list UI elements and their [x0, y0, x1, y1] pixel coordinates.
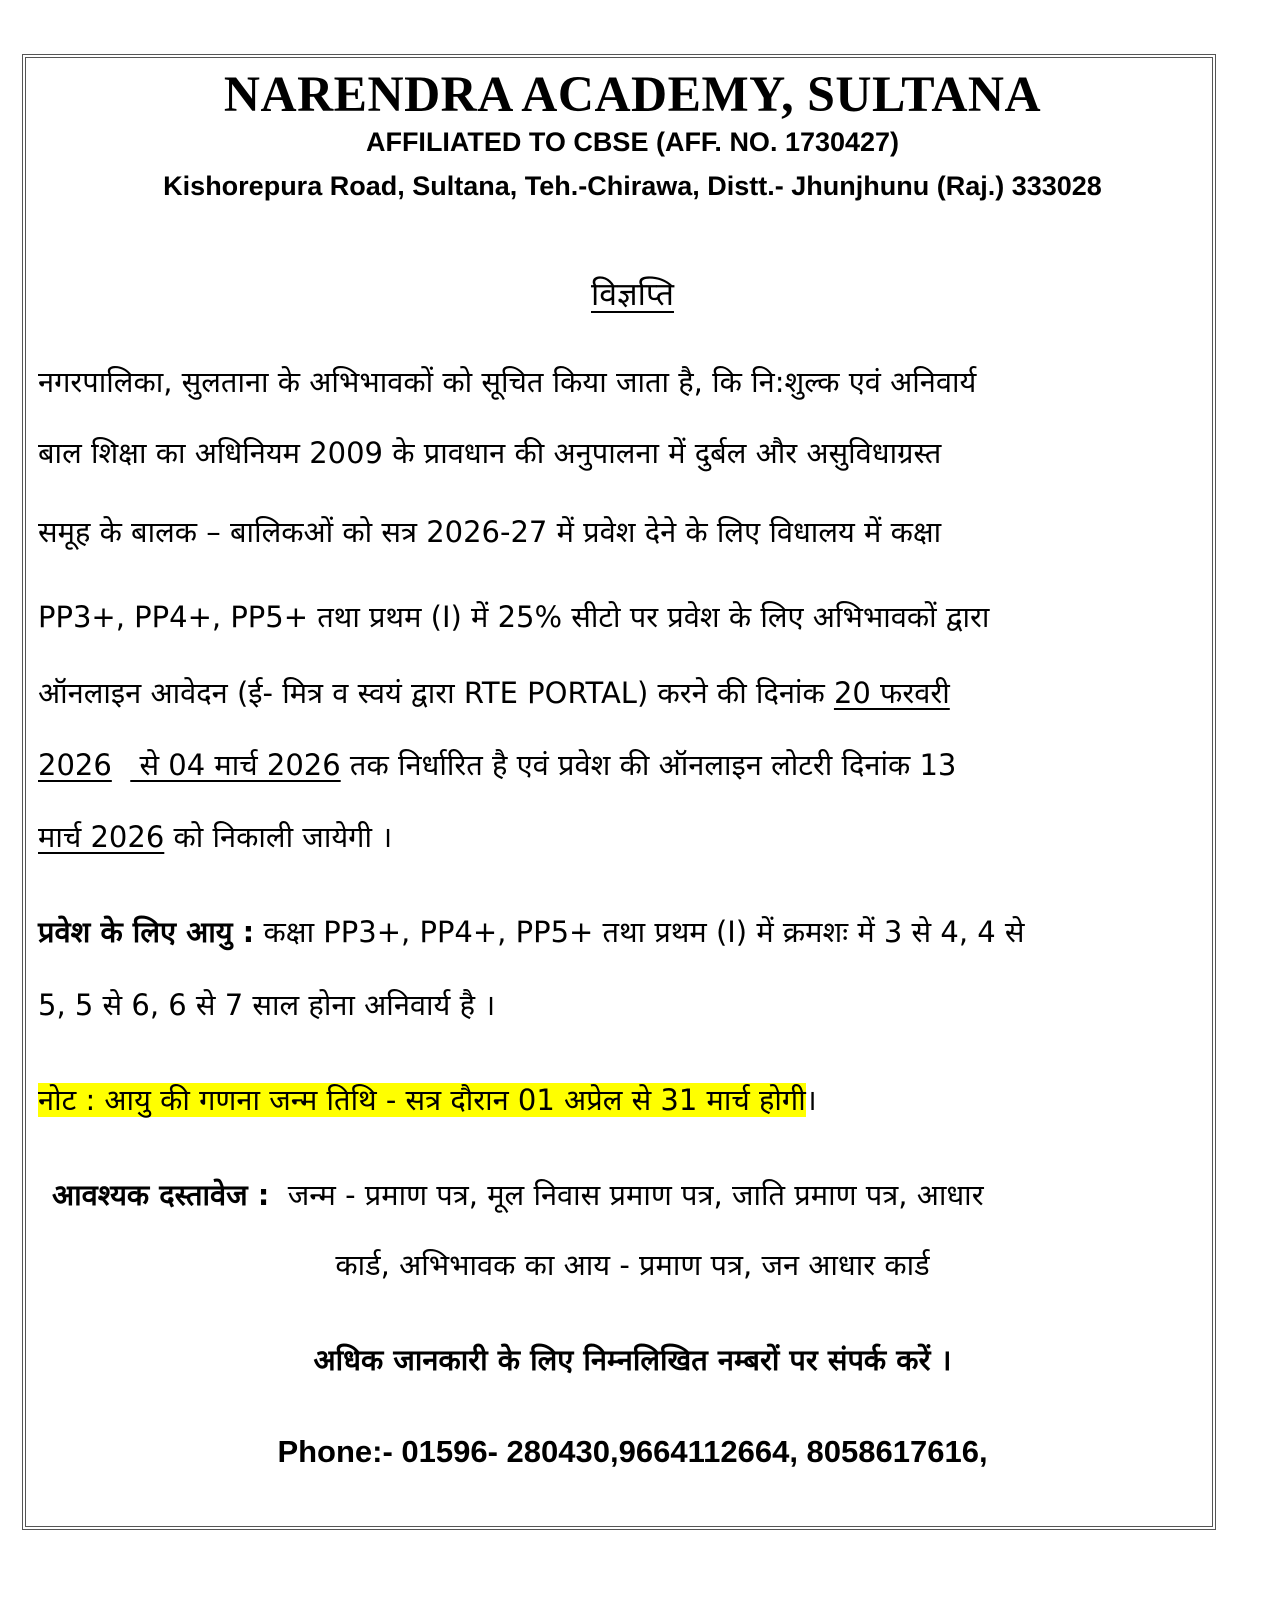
line-text: को निकाली जायेगी ।	[164, 820, 393, 854]
line-text: ऑनलाइन आवेदन (ई- मित्र व स्वयं द्वारा RTE PORTAL) करने की दिनांक	[38, 676, 834, 710]
documents-line	[52, 1175, 984, 1215]
start-date: 20 फरवरी	[833, 676, 950, 710]
note-end: ।	[805, 1083, 817, 1117]
start-date-year: 2026	[38, 748, 112, 782]
paragraph-line: नगरपालिका, सुलताना के अभिभावकों को सूचित किया जाता है, कि नि:शुल्क एवं अनिवार्य	[38, 365, 977, 399]
address-line: Kishorepura Road, Sultana, Teh.-Chirawa, Distt.- Jhunjhunu (Raj.) 333028	[163, 171, 1102, 201]
paragraph-line	[38, 673, 950, 713]
age-text: कक्षा PP3+, PP4+, PP5+ तथा प्रथम (I) में क्रमशः में 3 से 4, 4 से	[254, 915, 1025, 949]
paragraph-line: समूह के बालक – बालिकओं को सत्र 2026-27 में प्रवेश देने के लिए विधालय में कक्षा	[38, 515, 942, 549]
notice-heading	[0, 272, 1265, 316]
documents-label: आवश्यक दस्तावेज :	[52, 1178, 270, 1212]
age-line: 5, 5 से 6, 6 से 7 साल होना अनिवार्य है ।	[38, 988, 496, 1022]
paragraph-line	[38, 745, 956, 785]
age-label: प्रवेश के लिए आयु :	[38, 915, 255, 949]
school-name: NARENDRA ACADEMY, SULTANA	[223, 67, 1042, 123]
documents-line: कार्ड, अभिभावक का आय - प्रमाण पत्र, जन आधार कार्ड	[335, 1248, 930, 1282]
phone-numbers: Phone:- 01596- 280430,9664112664, 8058617616,	[277, 1434, 988, 1469]
age-line	[38, 912, 1025, 952]
paragraph-line: PP3+, PP4+, PP5+ तथा प्रथम (I) में 25% सीटो पर प्रवेश के लिए अभिभावकों द्वारा	[38, 600, 990, 634]
documents-text: जन्म - प्रमाण पत्र, मूल निवास प्रमाण पत्र, जाति प्रमाण पत्र, आधार	[269, 1178, 984, 1212]
note-line	[38, 1080, 817, 1120]
paragraph-line	[38, 817, 392, 857]
lottery-date: मार्च 2026	[38, 820, 165, 854]
notice-heading-text: विज्ञप्ति	[591, 275, 674, 313]
contact-prompt: अधिक जानकारी के लिए निम्नलिखित नम्बरों पर संपर्क करें ।	[313, 1343, 952, 1377]
paragraph-line: बाल शिक्षा का अधिनियम 2009 के प्रावधान की अनुपालना में दुर्बल और असुविधाग्रस्त	[38, 436, 942, 470]
affiliation-line: AFFILIATED TO CBSE (AFF. NO. 1730427)	[365, 127, 900, 157]
line-text: तक निर्धारित है एवं प्रवेश की ऑनलाइन लोटरी दिनांक 13	[340, 748, 957, 782]
end-date: से 04 मार्च 2026	[130, 748, 341, 782]
spacer	[112, 748, 130, 782]
note-highlight: नोट : आयु की गणना जन्म तिथि - सत्र दौरान 01 अप्रेल से 31 मार्च होगी	[38, 1083, 806, 1117]
